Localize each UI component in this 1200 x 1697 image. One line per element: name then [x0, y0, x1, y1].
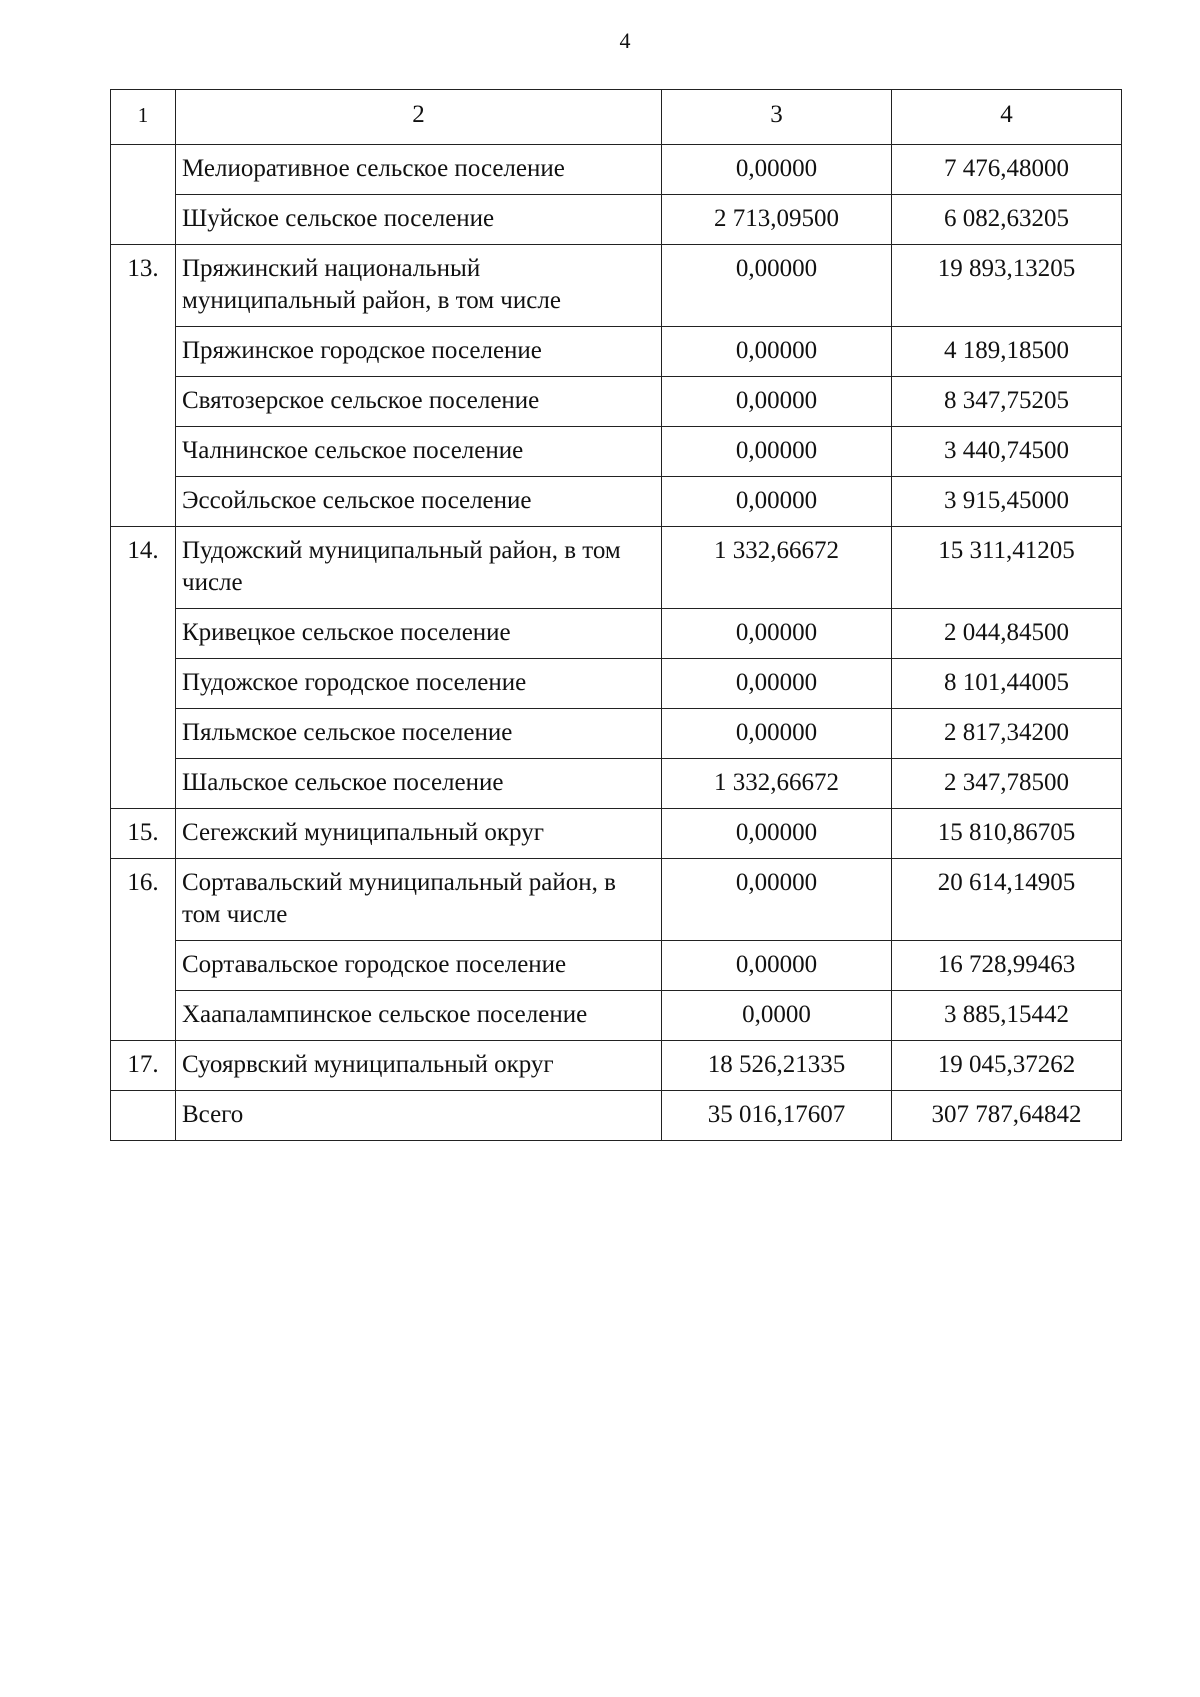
row-col4: 8 101,44005	[892, 659, 1122, 709]
row-name: Хаапалампинское сельское поселение	[176, 991, 662, 1041]
table-row	[111, 527, 1122, 609]
header-cell-2: 2	[176, 90, 662, 145]
row-name: Святозерское сельское поселение	[176, 377, 662, 427]
total-col3: 35 016,17607	[662, 1091, 892, 1141]
row-col4: 2 817,34200	[892, 709, 1122, 759]
table-row	[111, 145, 1122, 195]
row-name: Сортавальский муниципальный район, в том числе	[176, 859, 662, 941]
row-col4: 15 810,86705	[892, 809, 1122, 859]
row-col4: 7 476,48000	[892, 145, 1122, 195]
row-col3: 1 332,66672	[662, 759, 892, 809]
table-row	[111, 809, 1122, 859]
row-name: Мелиоративное сельское поселение	[176, 145, 662, 195]
row-col4: 3 885,15442	[892, 991, 1122, 1041]
row-col3: 0,00000	[662, 427, 892, 477]
row-col4: 2 347,78500	[892, 759, 1122, 809]
table-row	[111, 941, 1122, 991]
row-col4: 4 189,18500	[892, 327, 1122, 377]
row-col4: 2 044,84500	[892, 609, 1122, 659]
table-row	[111, 427, 1122, 477]
row-col3: 0,00000	[662, 709, 892, 759]
row-name: Пяльмское сельское поселение	[176, 709, 662, 759]
row-col3: 0,00000	[662, 145, 892, 195]
table-row	[111, 377, 1122, 427]
table-row	[111, 327, 1122, 377]
row-col4: 20 614,14905	[892, 859, 1122, 941]
data-table	[110, 89, 1122, 1141]
row-number: 15.	[111, 809, 176, 859]
row-col3: 0,00000	[662, 245, 892, 327]
row-name: Эссойльское сельское поселение	[176, 477, 662, 527]
row-col3: 0,00000	[662, 809, 892, 859]
row-col4: 8 347,75205	[892, 377, 1122, 427]
row-col3: 0,00000	[662, 327, 892, 377]
row-name: Пряжинский национальный муниципальный район, в том числе	[176, 245, 662, 327]
header-cell-3: 3	[662, 90, 892, 145]
row-col3: 0,00000	[662, 377, 892, 427]
row-name: Чалнинское сельское поселение	[176, 427, 662, 477]
row-col3: 0,00000	[662, 659, 892, 709]
table-header-row	[111, 90, 1122, 145]
header-cell-1: 1	[111, 90, 176, 145]
page-number: 4	[619, 28, 631, 53]
table-row	[111, 245, 1122, 327]
row-name: Пудожский муниципальный район, в том числе	[176, 527, 662, 609]
table-row	[111, 609, 1122, 659]
table-row	[111, 709, 1122, 759]
row-name: Пряжинское городское поселение	[176, 327, 662, 377]
table-row	[111, 991, 1122, 1041]
row-number: 13.	[111, 245, 176, 527]
row-col3: 0,00000	[662, 609, 892, 659]
row-col4: 15 311,41205	[892, 527, 1122, 609]
row-col4: 16 728,99463	[892, 941, 1122, 991]
row-col3: 0,00000	[662, 477, 892, 527]
row-number	[111, 1091, 176, 1141]
row-name: Суоярвский муниципальный округ	[176, 1041, 662, 1091]
row-col3: 18 526,21335	[662, 1041, 892, 1091]
row-col4: 19 045,37262	[892, 1041, 1122, 1091]
row-name: Сортавальское городское поселение	[176, 941, 662, 991]
row-col4: 19 893,13205	[892, 245, 1122, 327]
row-col3: 0,0000	[662, 991, 892, 1041]
table-row	[111, 659, 1122, 709]
row-number: 17.	[111, 1041, 176, 1091]
row-col4: 3 440,74500	[892, 427, 1122, 477]
row-col3: 2 713,09500	[662, 195, 892, 245]
total-label: Всего	[176, 1091, 662, 1141]
table-row	[111, 1041, 1122, 1091]
row-col3: 1 332,66672	[662, 527, 892, 609]
row-number: 16.	[111, 859, 176, 1041]
table-row	[111, 859, 1122, 941]
table-row	[111, 477, 1122, 527]
row-name: Пудожское городское поселение	[176, 659, 662, 709]
header-cell-4: 4	[892, 90, 1122, 145]
row-number	[111, 145, 176, 245]
row-name: Шуйское сельское поселение	[176, 195, 662, 245]
row-name: Сегежский муниципальный округ	[176, 809, 662, 859]
table-row	[111, 759, 1122, 809]
row-col3: 0,00000	[662, 859, 892, 941]
row-col3: 0,00000	[662, 941, 892, 991]
total-col4: 307 787,64842	[892, 1091, 1122, 1141]
table-row	[111, 195, 1122, 245]
row-number: 14.	[111, 527, 176, 809]
row-name: Кривецкое сельское поселение	[176, 609, 662, 659]
row-name: Шальское сельское поселение	[176, 759, 662, 809]
table-total-row	[111, 1091, 1122, 1141]
row-col4: 3 915,45000	[892, 477, 1122, 527]
row-col4: 6 082,63205	[892, 195, 1122, 245]
